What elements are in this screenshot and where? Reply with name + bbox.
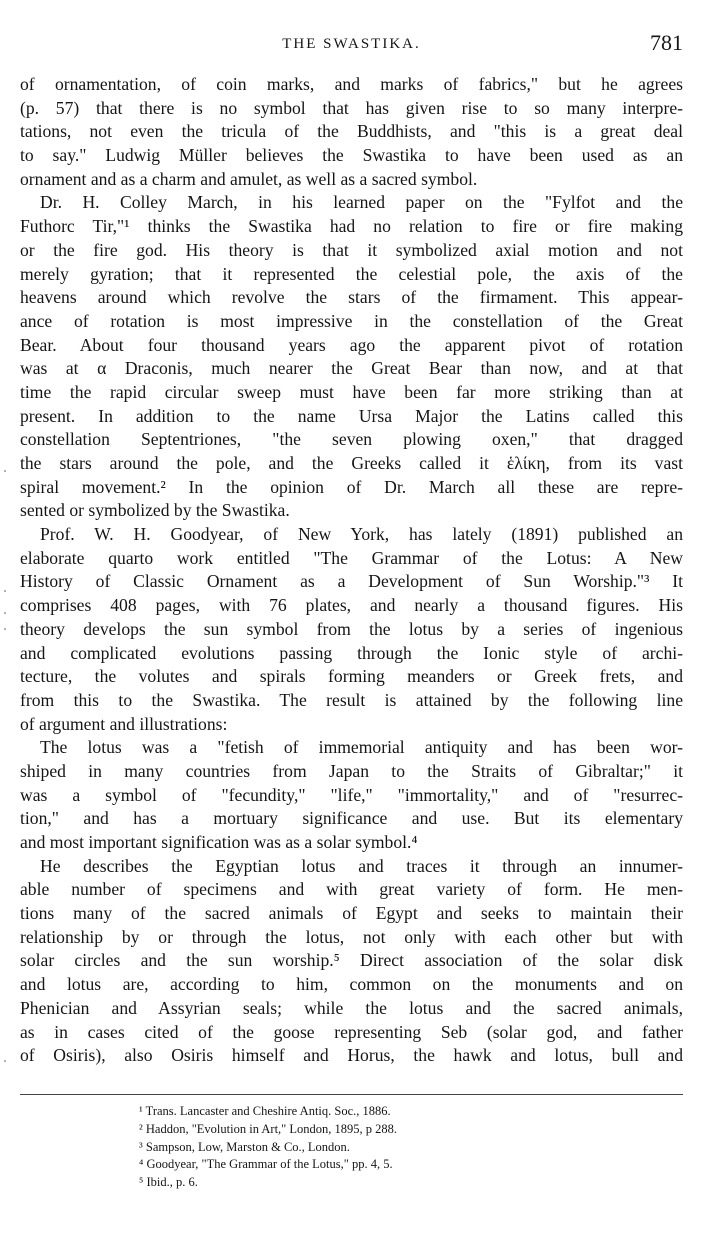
text-line: time the rapid circular sweep must have been far more striking than at [20,381,683,402]
text-line: sented or symbolized by the Swastika. [20,500,290,521]
text-line: Dr. H. Colley March, in his learned paper on the "Fylfot and the [40,192,683,213]
text-line: the stars around the pole, and the Greeks called it ἑλίκη, from its vast [20,453,683,473]
footnote-5: ⁵ Ibid., p. 6. [139,1175,198,1190]
text-line: Phenician and Assyrian seals; while the lotus and the sacred animals, [20,997,683,1018]
body-text [20,73,683,1068]
text-line: He describes the Egyptian lotus and traces it through an innumer- [40,855,683,876]
text-line: from this to the Swastika. The result is attained by the following line [20,689,683,710]
scan-speck [4,612,6,614]
text-line: of Osiris), also Osiris himself and Horus, the hawk and lotus, bull and [20,1045,683,1066]
text-line: ornament and as a charm and amulet, as well as a sacred symbol. [20,168,478,189]
page-number: 781 [650,30,683,55]
text-line: tion," and has a mortuary significance and use. But its elementary [20,808,683,829]
footnote-divider [20,1094,683,1095]
text-line: History of Classic Ornament as a Development of Sun Worship."³ It [20,571,683,592]
text-line: Prof. W. H. Goodyear, of New York, has lately (1891) published an [40,524,683,545]
text-line: as in cases cited of the goose representing Seb (solar god, and father [20,1021,683,1042]
text-line: comprises 408 pages, with 76 plates, and nearly a thousand figures. His [20,595,683,616]
text-line: present. In addition to the name Ursa Major the Latins called this [20,405,683,426]
scan-speck [4,628,6,630]
page-header [20,30,683,60]
text-line: spiral movement.² In the opinion of Dr. March all these are repre- [20,476,683,497]
text-line: relationship by or through the lotus, not only with each other but with [20,926,683,947]
text-line: able number of specimens and with great variety of form. He men- [20,879,683,900]
text-line: or the fire god. His theory is that it symbolized axial motion and not [20,239,683,260]
text-line: Bear. About four thousand years ago the apparent pivot of rotation [20,334,683,355]
scan-speck [4,470,6,472]
text-line: tecture, the volutes and spirals forming meanders or Greek frets, and [20,666,683,687]
text-line: Futhorc Tir,"¹ thinks the Swastika had no relation to fire or fire making [20,216,683,237]
footnote-4: ⁴ Goodyear, "The Grammar of the Lotus," pp. 4, 5. [139,1157,393,1172]
scan-speck [4,590,6,592]
text-line: theory develops the sun symbol from the lotus by a series of ingenious [20,618,683,639]
text-line: tations, not even the tricula of the Buddhists, and "this is a great deal [20,121,683,142]
text-line: of argument and illustrations: [20,713,228,734]
text-line: merely gyration; that it represented the celestial pole, the axis of the [20,263,683,284]
text-line: heavens around which revolve the stars of the firmament. This appear- [20,287,683,308]
text-line: constellation Septentriones, "the seven plowing oxen," that dragged [20,429,683,450]
footnote-2: ² Haddon, "Evolution in Art," London, 1895, p 288. [139,1121,398,1136]
scan-speck [4,1060,6,1062]
footnote-1: ¹ Trans. Lancaster and Cheshire Antiq. Soc., 1886. [139,1104,391,1118]
text-line: and complicated evolutions passing through the Ionic style of archi- [20,642,683,663]
footnotes [139,1103,659,1192]
text-line: and most important signification was as a solar symbol.⁴ [20,832,418,852]
text-line: ance of rotation is most impressive in the constellation of the Great [20,310,683,331]
text-line: elaborate quarto work entitled "The Grammar of the Lotus: A New [20,547,683,568]
text-line: The lotus was a "fetish of immemorial antiquity and has been wor- [40,737,683,758]
text-line: (p. 57) that there is no symbol that has given rise to so many interpre- [20,97,683,118]
text-line: shiped in many countries from Japan to the Straits of Gibraltar;" it [20,760,683,781]
text-line: was at α Draconis, much nearer the Great Bear than now, and at that [20,358,683,379]
text-line: of ornamentation, of coin marks, and marks of fabrics," but he agrees [20,74,683,94]
footnote-3: ³ Sampson, Low, Marston & Co., London. [139,1139,350,1154]
text-line: to say." Ludwig Müller believes the Swastika to have been used as an [20,145,683,166]
running-title: THE SWASTIKA. [282,36,421,52]
text-line: was a symbol of "fecundity," "life," "immortality," and of "resurrec- [20,784,683,805]
scan-margin-specks [0,0,20,1249]
text-line: solar circles and the sun worship.⁵ Direct association of the solar disk [20,950,683,971]
text-line: and lotus are, according to him, common on the monuments and on [20,974,683,995]
text-line: tions many of the sacred animals of Egypt and seeks to maintain their [20,903,683,924]
